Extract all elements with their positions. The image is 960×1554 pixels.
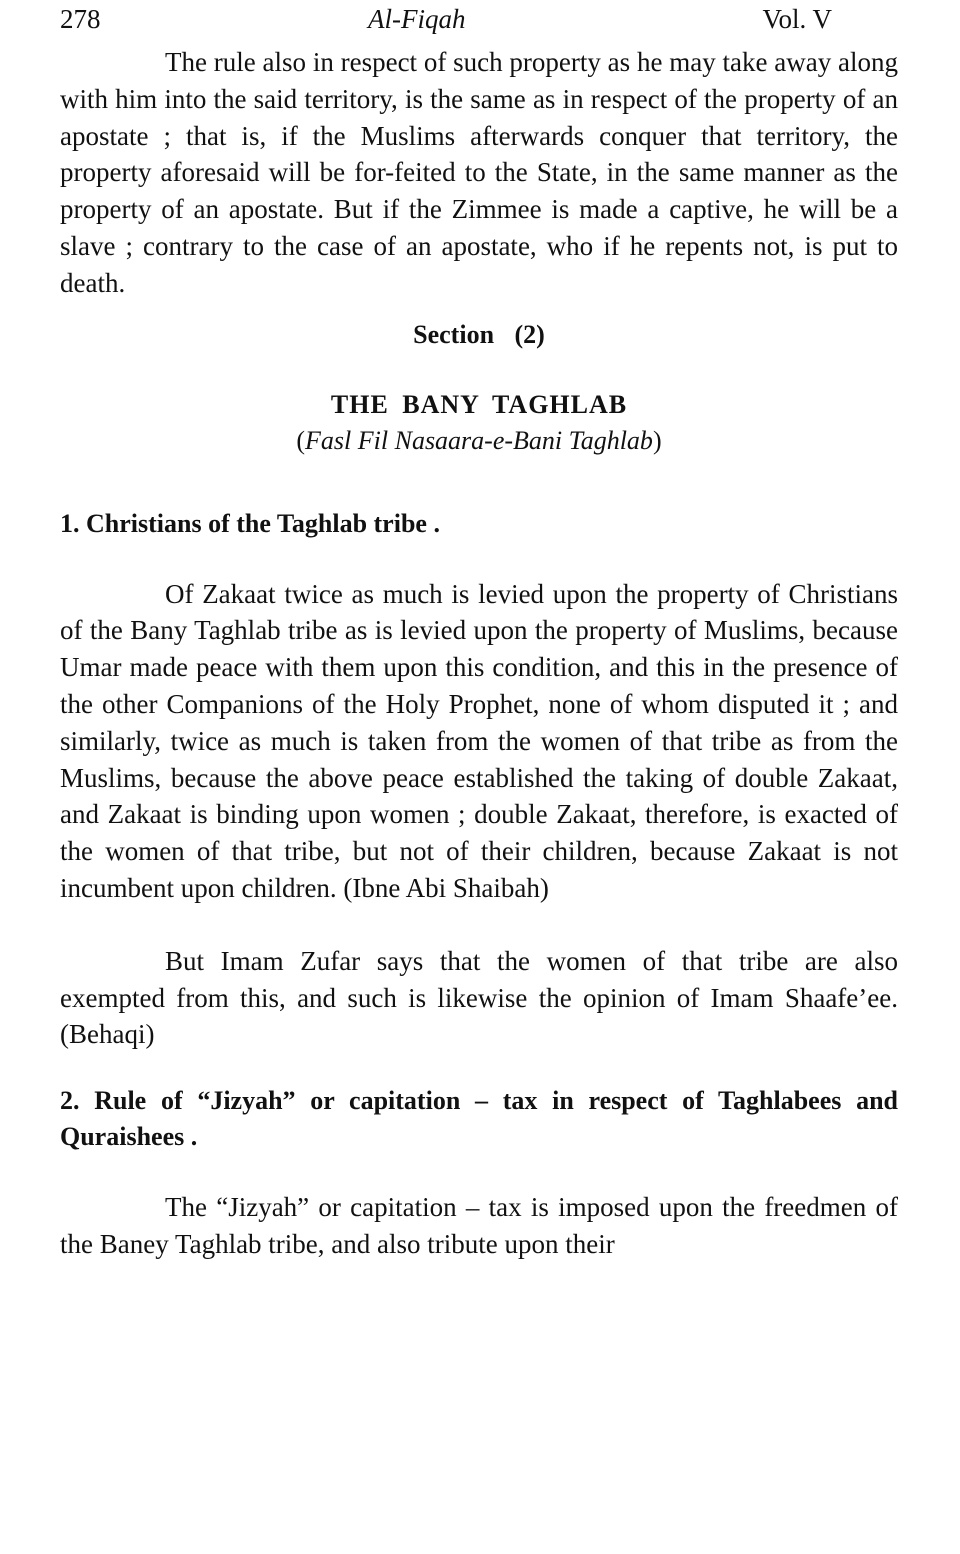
subheading-christians: 1. Christians of the Taghlab tribe . — [60, 508, 440, 538]
paragraph-jizyah: The “Jizyah” or capitation – tax is imposed upon the freedmen of the Baney Taghlab tribe, and also tribute upon their — [60, 1192, 898, 1259]
paragraph-gap — [60, 907, 898, 943]
paragraph-property-rule: The rule also in respect of such property as he may take away along with him into the said territory, is the same as in respect of the property of an apostate ; that is, if the Muslims afterwards conquer that territory, the property aforesaid will be for-feited to the State, in the same manner as the property of an apostate. But if the Zimmee is made a captive, he will be a slave ; contrary to the case of an apostate, who if he repents not, is put to death. — [60, 47, 898, 298]
section-subtitle-italic: Fasl Fil Nasaara-e-Bani Taghlab — [305, 425, 653, 455]
document-page — [60, 0, 898, 1263]
page-header — [60, 0, 898, 44]
section-title: THE BANY TAGHLAB — [330, 389, 628, 419]
paragraph-imam-zufar: But Imam Zufar says that the women of that tribe are also exempted from this, and such is likewise the opinion of Imam Shaafe’ee. (Behaqi) — [60, 945, 898, 1050]
section-subtitle: (Fasl Fil Nasaara-e-Bani Taghlab) — [296, 425, 662, 455]
page-number: 278 — [60, 4, 101, 34]
subheading-jizyah: 2. Rule of “Jizyah” or capitation – tax in respect of Taghlabees and Quraishees . — [60, 1086, 898, 1152]
paragraph-zakaat: Of Zakaat twice as much is levied upon the property of Christians of the Bany Taghlab tribe as is levied upon the property of Muslims, because Umar made peace with them upon this condition, and this in the presence of the other Companions of the Holy Prophet, none of whom disputed it ; and similarly, twice as much is taken from the women of that tribe as from the Muslims, because the above peace established the taking of double Zakaat, and Zakaat is binding upon women ; double Zakaat, therefore, is exacted of the women of that tribe, but not of their children, because Zakaat is not incumbent upon children. (Ibne Abi Shaibah) — [60, 578, 898, 903]
running-title: Al-Fiqah — [368, 4, 466, 34]
volume-label: Vol. V — [762, 4, 832, 34]
section-label: Section (2) — [413, 319, 545, 349]
